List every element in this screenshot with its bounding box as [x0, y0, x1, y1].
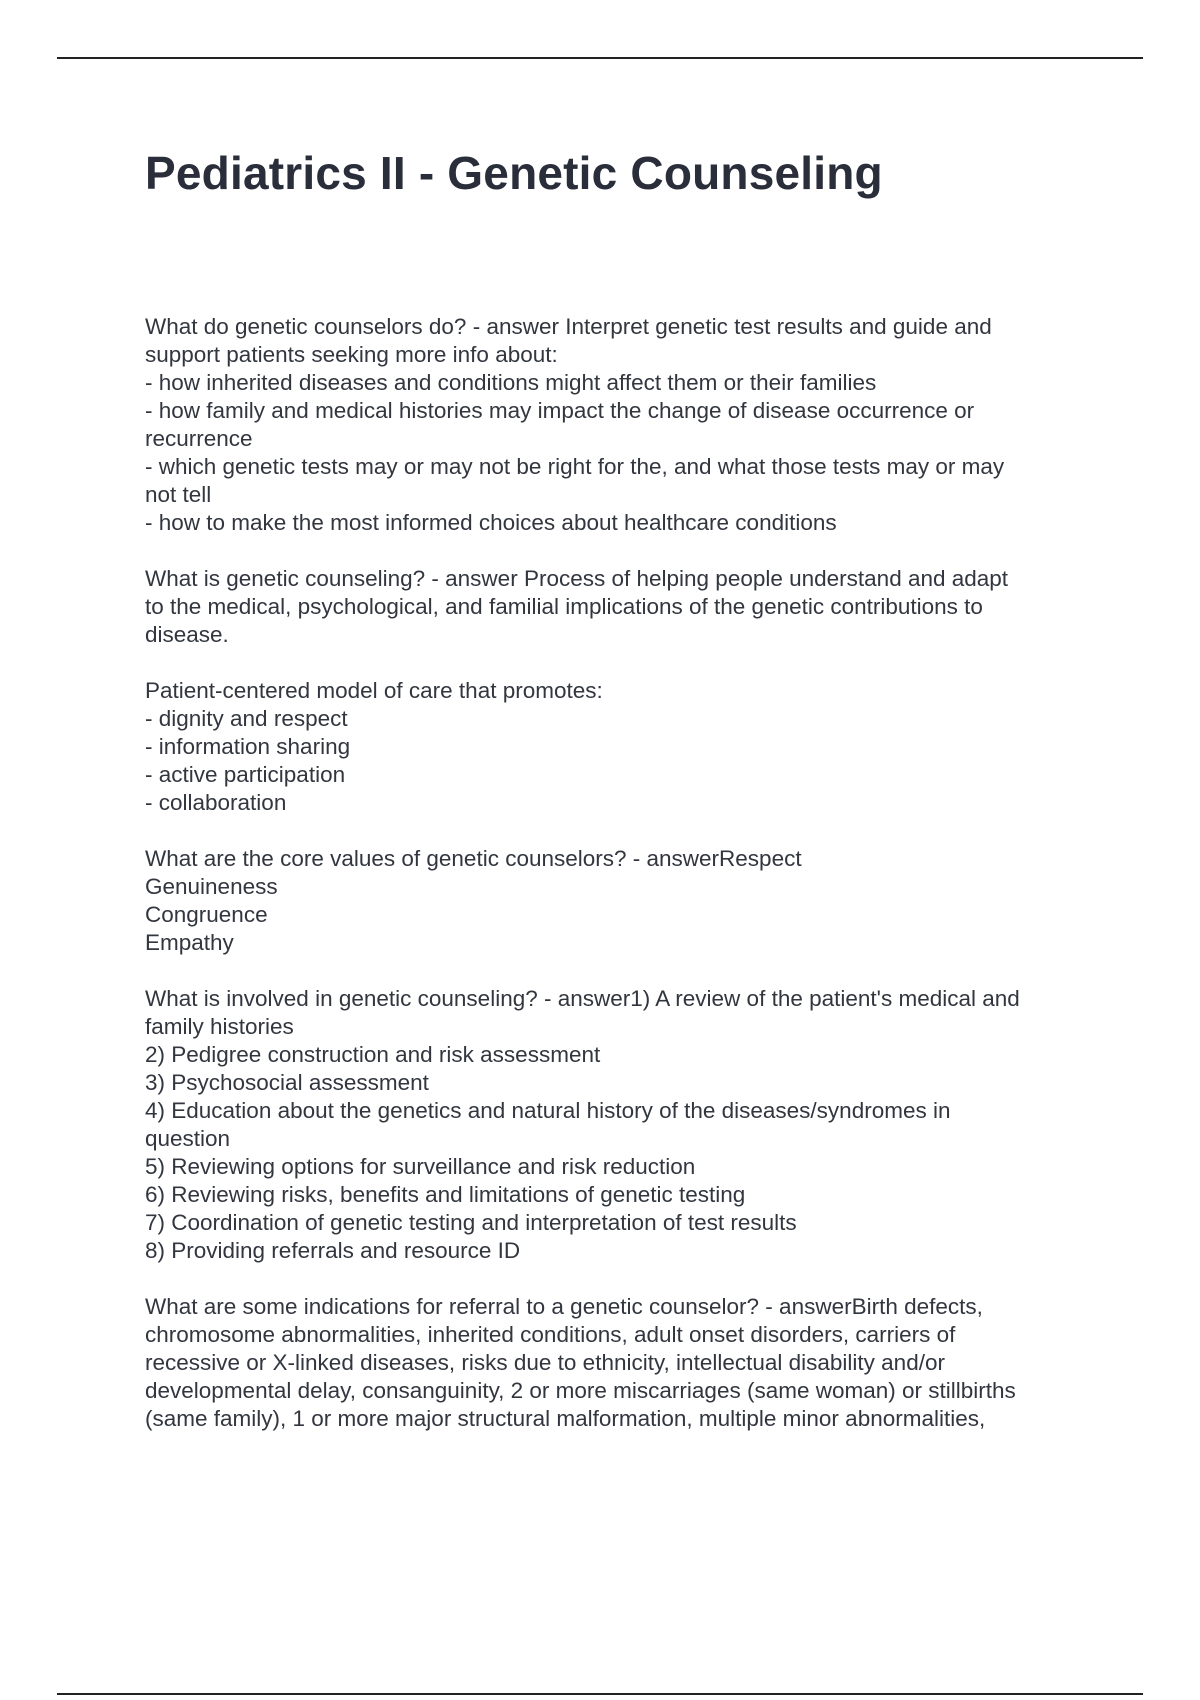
text-line: recurrence	[145, 426, 253, 451]
text-line: What are the core values of genetic counselors? - answerRespect	[145, 846, 802, 871]
text-line: What are some indications for referral to a genetic counselor? - answerBirth defects,	[145, 1294, 983, 1319]
text-line: Genuineness	[145, 874, 278, 899]
text-line: 4) Education about the genetics and natural history of the diseases/syndromes in	[145, 1098, 951, 1123]
top-rule	[57, 57, 1143, 59]
text-line: 3) Psychosocial assessment	[145, 1070, 429, 1095]
text-line: - how inherited diseases and conditions might affect them or their families	[145, 370, 877, 395]
text-line: - how to make the most informed choices about healthcare conditions	[145, 510, 837, 535]
text-line: - dignity and respect	[145, 706, 348, 731]
text-line: - which genetic tests may or may not be right for the, and what those tests may or may	[145, 454, 1005, 479]
text-line: - active participation	[145, 762, 346, 787]
text-line: What do genetic counselors do? - answer Interpret genetic test results and guide and	[145, 314, 992, 339]
text-line: (same family), 1 or more major structural malformation, multiple minor abnormalities,	[145, 1406, 986, 1431]
text-line: 6) Reviewing risks, benefits and limitations of genetic testing	[145, 1182, 746, 1207]
text-line: developmental delay, consanguinity, 2 or more miscarriages (same woman) or stillbirths	[145, 1378, 1016, 1403]
text-line: 8) Providing referrals and resource ID	[145, 1238, 521, 1263]
text-line: family histories	[145, 1014, 294, 1039]
text-line: - how family and medical histories may impact the change of disease occurrence or	[145, 398, 975, 423]
text-line: disease.	[145, 622, 229, 647]
qa-block-core-values	[145, 845, 1105, 957]
qa-block-definition	[145, 565, 1105, 649]
text-line: to the medical, psychological, and familial implications of the genetic contributions to	[145, 594, 983, 619]
qa-block-counselor-role	[145, 313, 1105, 537]
text-line: - collaboration	[145, 790, 287, 815]
care-model-list	[145, 677, 1105, 817]
qa-block-process-steps	[145, 985, 1105, 1265]
text-line: Empathy	[145, 930, 234, 955]
text-line: recessive or X-linked diseases, risks due to ethnicity, intellectual disability and/or	[145, 1350, 945, 1375]
text-line: What is involved in genetic counseling? - answer1) A review of the patient's medical and	[145, 986, 1020, 1011]
text-line: 5) Reviewing options for surveillance and risk reduction	[145, 1154, 696, 1179]
text-line: What is genetic counseling? - answer Process of helping people understand and adapt	[145, 566, 1009, 591]
text-line: chromosome abnormalities, inherited conditions, adult onset disorders, carriers of	[145, 1322, 956, 1347]
qa-block-referral-indications	[145, 1293, 1105, 1433]
text-line: not tell	[145, 482, 212, 507]
bottom-rule	[57, 1693, 1143, 1695]
text-line: Congruence	[145, 902, 268, 927]
text-line: support patients seeking more info about:	[145, 342, 558, 367]
text-line: - information sharing	[145, 734, 351, 759]
text-line: question	[145, 1126, 231, 1151]
document-body	[145, 313, 1105, 1461]
text-line: 2) Pedigree construction and risk assessment	[145, 1042, 601, 1067]
text-line: Patient-centered model of care that promotes:	[145, 678, 603, 703]
page-title: Pediatrics II - Genetic Counseling	[145, 147, 883, 199]
text-line: 7) Coordination of genetic testing and interpretation of test results	[145, 1210, 797, 1235]
